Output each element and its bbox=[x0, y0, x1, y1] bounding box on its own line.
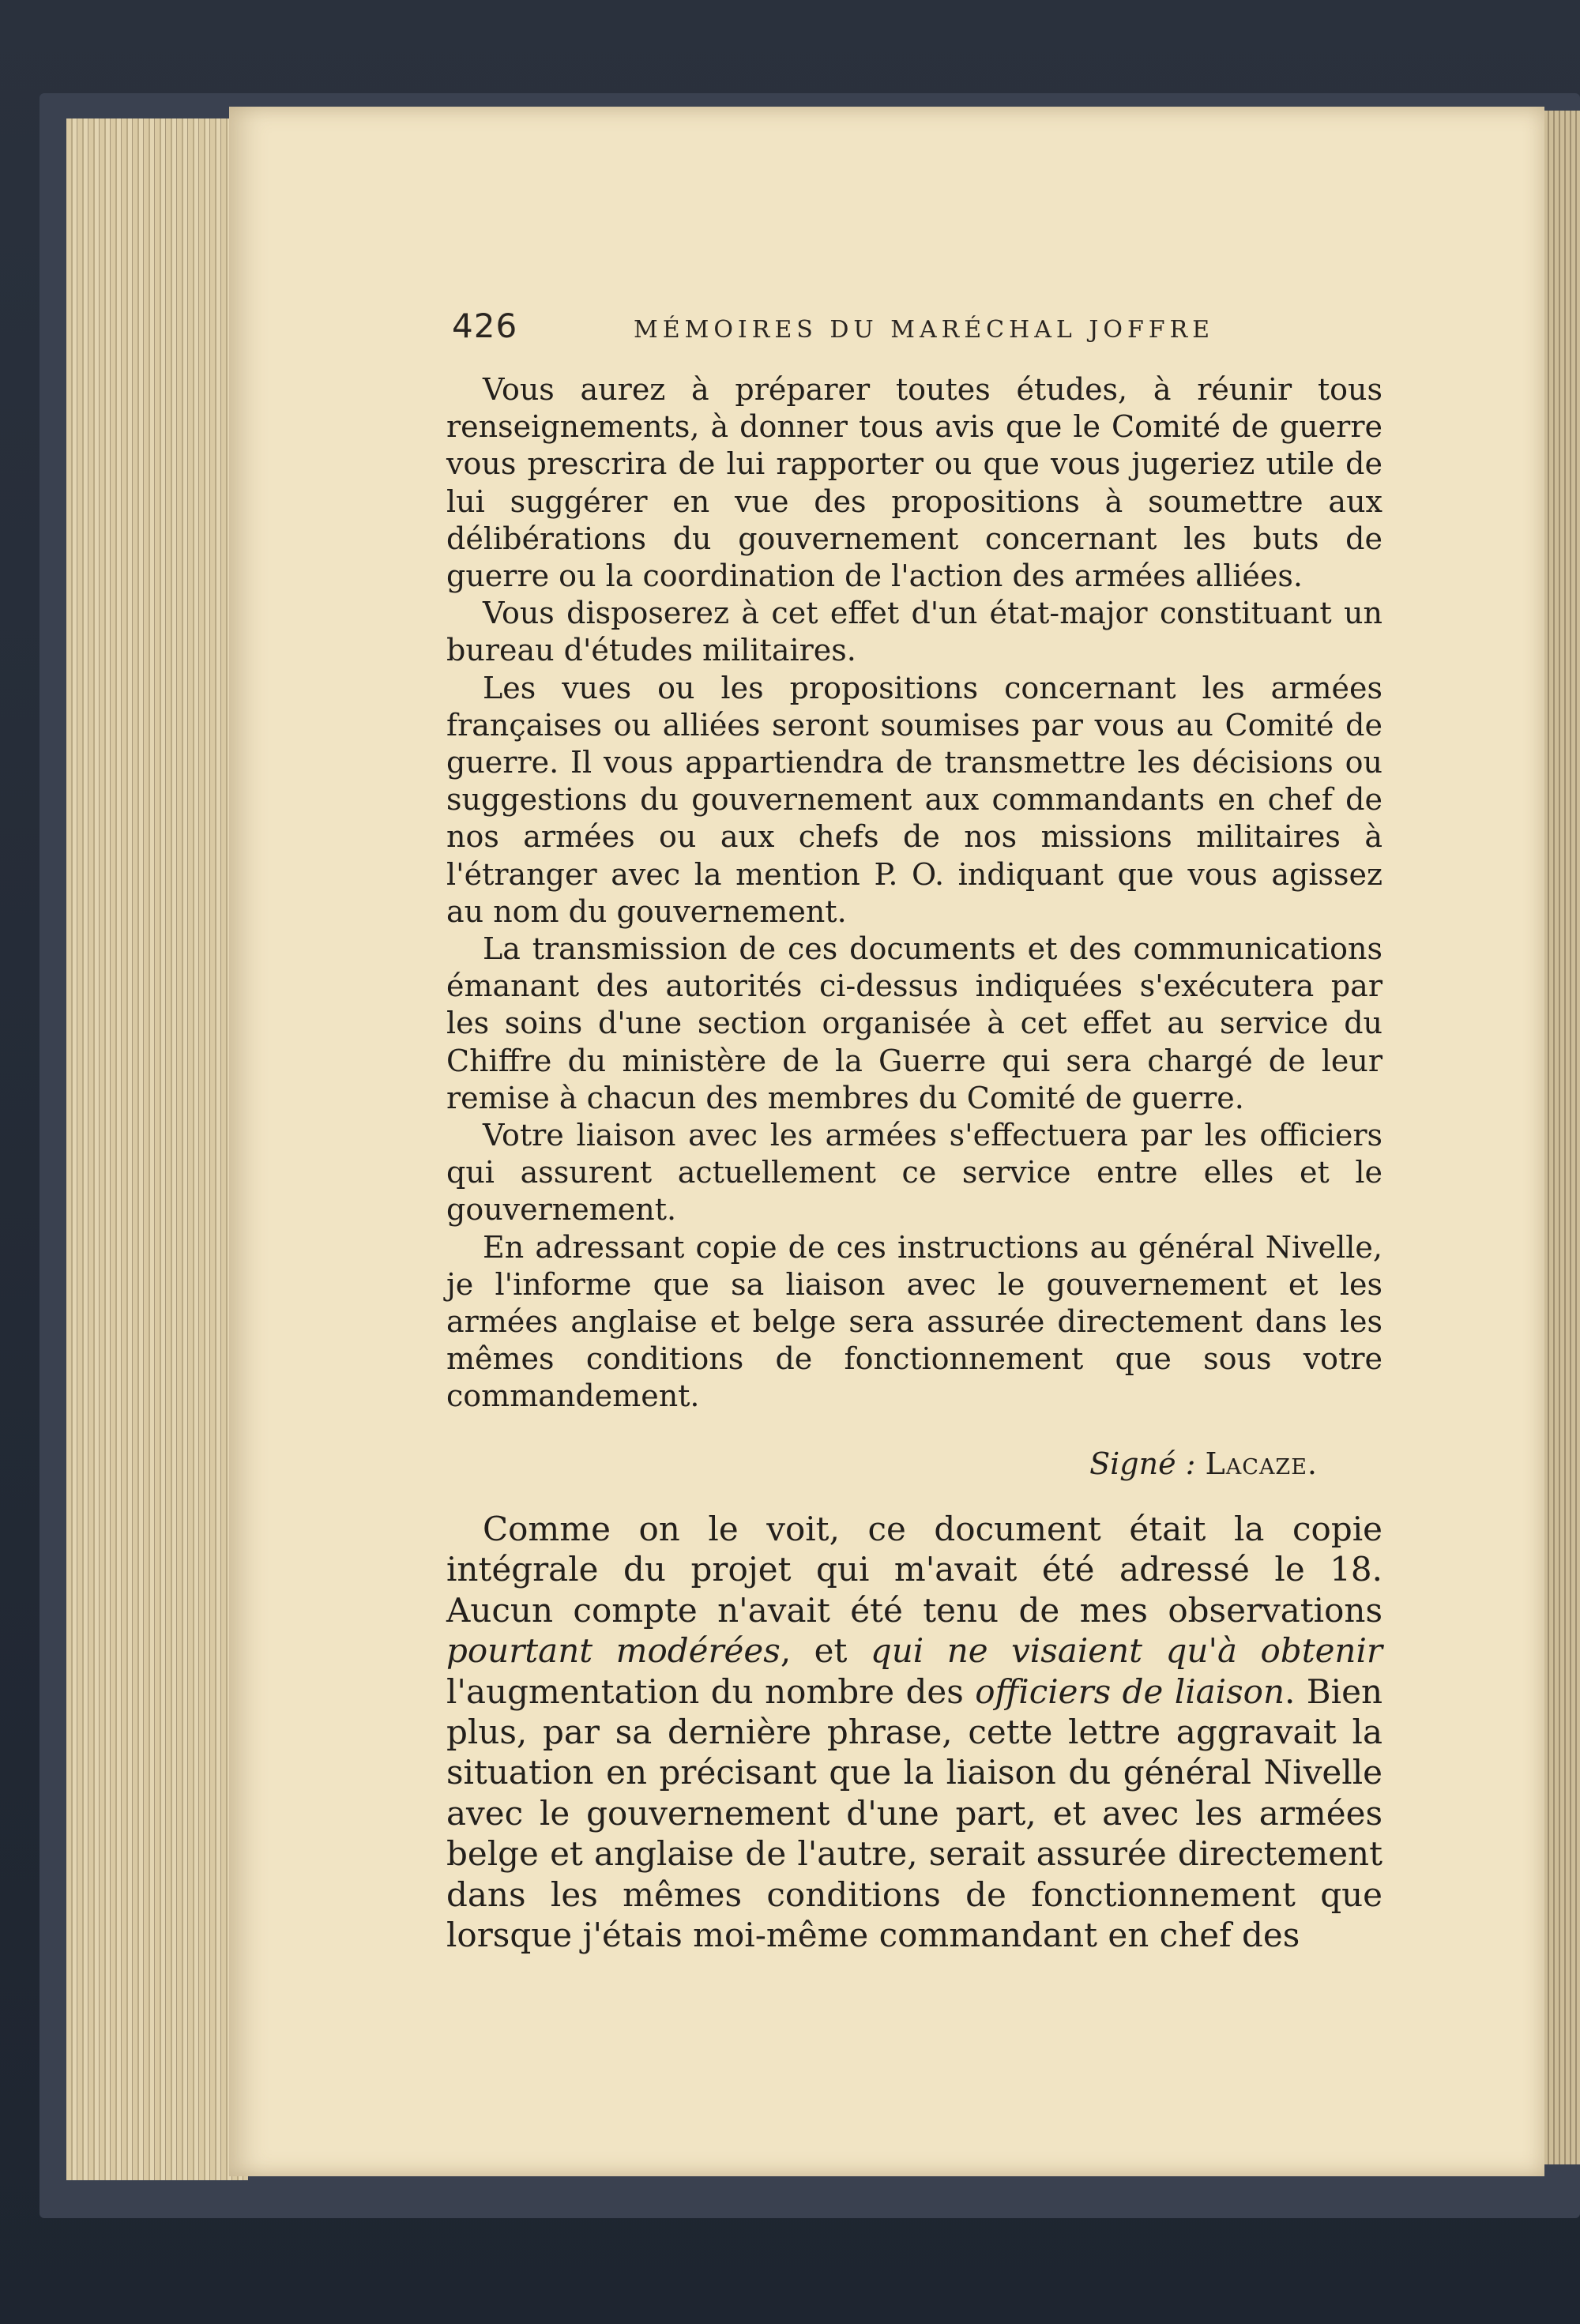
commentary-body bbox=[446, 1509, 1382, 1955]
commentary-emphasis: pourtant modérées bbox=[446, 1631, 781, 1671]
signature-label: Signé : bbox=[1089, 1446, 1196, 1481]
commentary-emphasis: qui ne visaient qu'à obtenir bbox=[870, 1631, 1382, 1671]
page-edges-left bbox=[66, 118, 248, 2180]
letter-paragraph: La transmission de ces documents et des communications émanant des autorités ci-dessus indiquées s'exécutera par les soins d'une section organisée à cet effet au service du Chiffre du ministère de la Guerre qui sera chargé de leur remise à chacun des membres du Comité de guerre. bbox=[446, 931, 1382, 1115]
running-title: MÉMOIRES DU MARÉCHAL JOFFRE bbox=[634, 316, 1215, 344]
commentary-text: . Bien plus, par sa dernière phrase, cette lettre aggravait la situation en précisant que la liaison du général Nivelle avec le gouvernement d'une part, et avec les armées belge et anglaise de l'autre, serait assurée directement dans les mêmes conditions de fonctionnement que lorsque j'étais moi-même commandant en chef des bbox=[446, 1672, 1382, 1955]
signature-name: Lacaze. bbox=[1205, 1446, 1318, 1481]
commentary-text: l'augmentation du nombre des bbox=[446, 1672, 976, 1711]
commentary-text: , et bbox=[780, 1631, 871, 1671]
commentary-paragraph bbox=[446, 1509, 1382, 1955]
letter-paragraph: Votre liaison avec les armées s'effectuera par les officiers qui assurent actuellement ce service entre elles et le gouvernement. bbox=[446, 1118, 1382, 1228]
page-number: 426 bbox=[452, 306, 518, 345]
letter-body bbox=[446, 371, 1382, 1483]
letter-paragraph: Vous disposerez à cet effet d'un état-major constituant un bureau d'études militaires. bbox=[446, 596, 1382, 668]
commentary-text: Comme on le voit, ce document était la copie intégrale du projet qui m'avait été adressé le 18. Aucun compte n'avait été tenu de mes observations bbox=[446, 1510, 1382, 1630]
letter-paragraph: En adressant copie de ces instructions au général Nivelle, je l'informe que sa liaison avec le gouvernement et les armées anglaise et belge sera assurée directement dans les mêmes conditions de fonctionnement que sous votre commandement. bbox=[446, 1229, 1382, 1414]
letter-paragraph: Vous aurez à préparer toutes études, à réunir tous renseignements, à donner tous avis que le Comité de guerre vous prescrira de lui rapporter ou que vous jugeriez utile de lui suggérer en vue des propositions à soumettre aux délibérations du gouvernement concernant les buts de guerre ou la coordination de l'action des armées alliées. bbox=[446, 372, 1382, 594]
running-head bbox=[452, 306, 1384, 354]
signature bbox=[446, 1446, 1382, 1483]
letter-paragraph: Les vues ou les propositions concernant les armées françaises ou alliées seront soumises par vous au Comité de guerre. Il vous appartiendra de transmettre les décisions ou suggestions du gouvernement aux commandants en chef de nos armées ou aux chefs de nos missions militaires à l'étranger avec la mention P. O. indiquant que vous agissez au nom du gouvernement. bbox=[446, 670, 1382, 929]
commentary-emphasis: officiers de liaison bbox=[975, 1672, 1285, 1711]
